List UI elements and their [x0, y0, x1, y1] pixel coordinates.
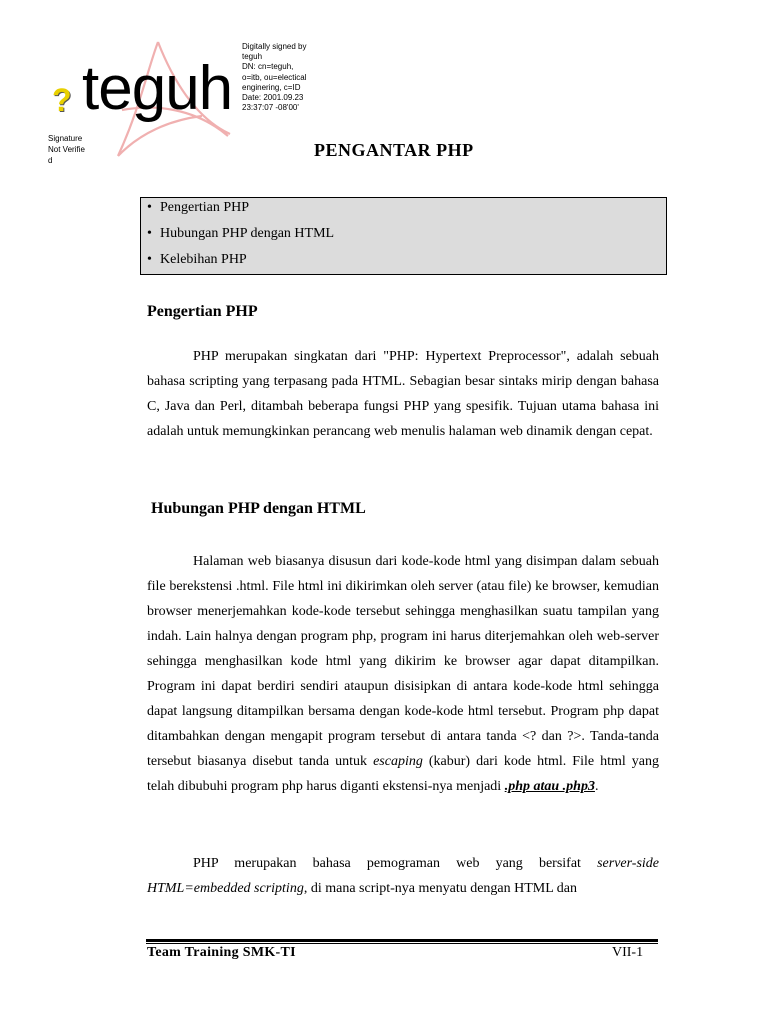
bullet-icon: •	[147, 200, 152, 215]
paragraph-text: Halaman web biasanya disusun dari kode-kode html yang disimpan dalam sebuah file berekstensi .html. File html ini dikirimkan oleh server (atau file) ke browser, kemudian browser menerjemahkan kode-kode tersebut sehingga menghasilkan suatu tampilan yang indah. Lain halnya dengan program php, program ini harus diterjemahkan oleh web-server sehingga menghasilkan kode html yang dikirim ke browser agar dapat ditampilkan. Program ini dapat berdiri sendiri ataupun disisipkan di antara kode-kode html sehingga dapat langsung ditampilkan bersama dengan kode-kode html tersebut. Program php dapat ditambahkan dengan mengapit program tersebut di antara tanda <? dan ?>. Tanda-tanda tersebut biasanya disebut tanda untuk	[147, 554, 659, 769]
paragraph-text: (kabur) dari kode html. File html yang telah dibubuhi program php harus diganti ekstensi-nya menjadi	[147, 754, 659, 794]
toc-item-label: Pengertian PHP	[160, 200, 250, 215]
paragraph-text: .	[594, 779, 599, 794]
footer-rule	[146, 939, 658, 942]
list-item	[147, 225, 334, 243]
paragraph-text: PHP merupakan bahasa pemograman web yang bersifat	[193, 856, 598, 871]
toc-item-label: Kelebihan PHP	[160, 252, 247, 267]
paragraph-server-side	[147, 851, 659, 901]
signature-status: Signature Not Verified	[48, 134, 85, 165]
signer-name: teguh	[82, 54, 233, 123]
topics-box	[140, 197, 667, 275]
page-title: PENGANTAR PHP	[314, 140, 474, 160]
paragraph-pengertian	[147, 344, 659, 444]
paragraph-hubungan	[147, 549, 659, 799]
unverified-question-icon: ?	[52, 82, 72, 118]
list-item	[147, 199, 249, 217]
footer-label: Team Training SMK-TI	[147, 945, 296, 960]
paragraph-text: PHP merupakan singkatan dari "PHP: Hypertext Preprocessor", adalah sebuah bahasa scripting yang terpasang pada HTML. Sebagian besar sintaks mirip dengan bahasa C, Java dan Perl, ditambah beberapa fungsi PHP yang spesifik. Tujuan utama bahasa ini adalah untuk memungkinkan perancang web menulis halaman web dinamik dengan cepat.	[147, 349, 659, 439]
page-number: VII-1	[612, 945, 644, 960]
footer-rule-thin	[146, 943, 658, 944]
extension-emphasis: .php atau .php3	[504, 779, 595, 794]
paragraph-text: , di mana script-nya menyatu dengan HTML dan	[303, 881, 578, 896]
italic-term: server-side HTML=embedded scripting	[147, 856, 659, 896]
bullet-icon: •	[147, 226, 152, 241]
toc-item-label: Hubungan PHP dengan HTML	[160, 226, 335, 241]
section-heading-pengertian: Pengertian PHP	[147, 303, 258, 320]
bullet-icon: •	[147, 252, 152, 267]
italic-term: escaping	[373, 754, 423, 769]
digital-signature	[0, 0, 320, 175]
signature-details: Digitally signed by teguh DN: cn=teguh, o=itb, ou=electical enginering, c=ID Date: 2001.09.23 23:37:07 -08'00'	[242, 42, 307, 113]
section-heading-hubungan: Hubungan PHP dengan HTML	[151, 500, 366, 517]
list-item	[147, 251, 247, 269]
